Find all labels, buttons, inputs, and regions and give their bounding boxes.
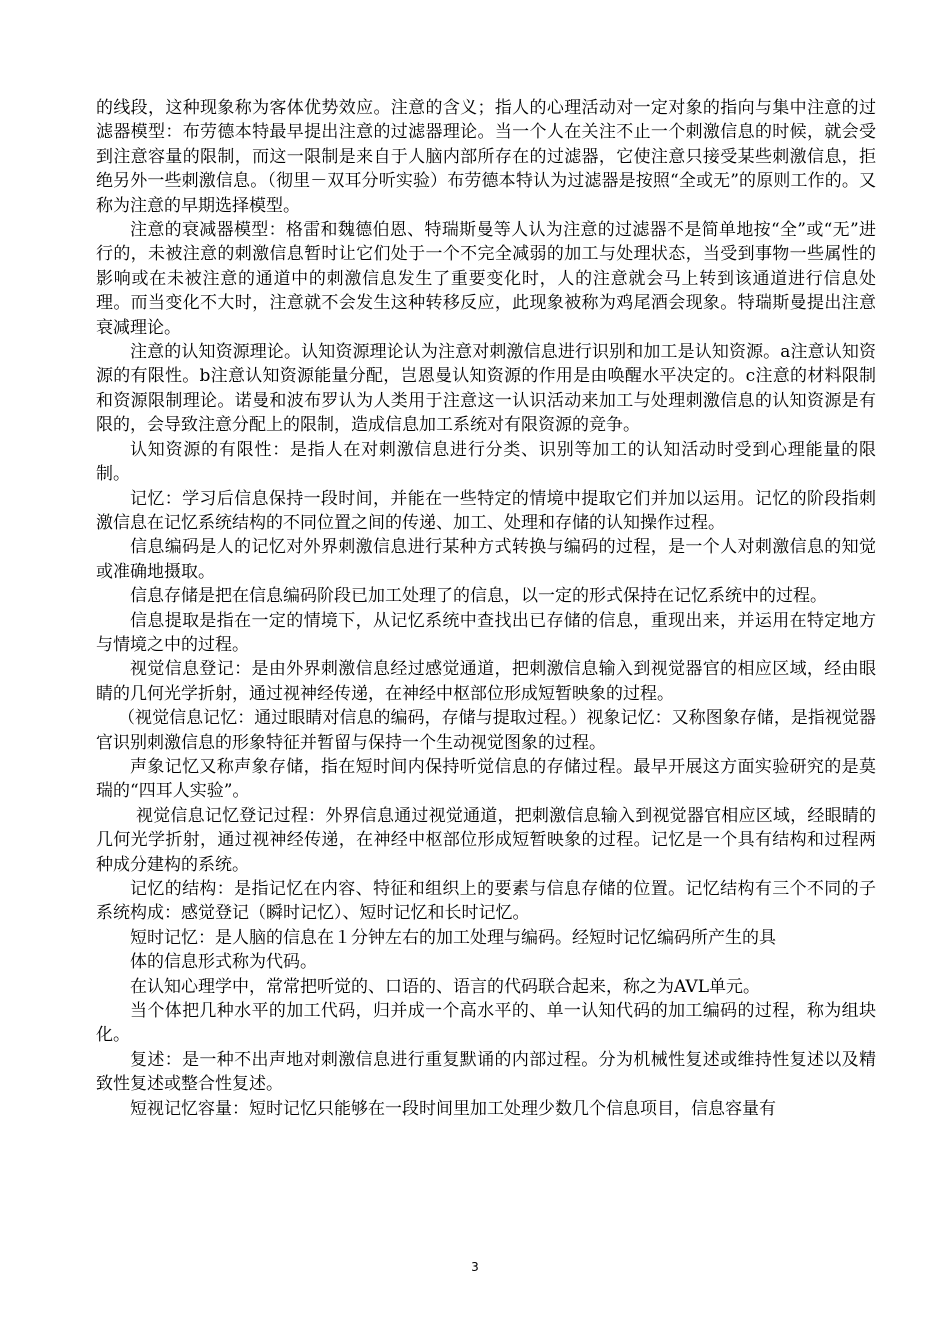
paragraph-visual-registration: 视觉信息登记：是由外界刺激信息经过感觉通道，把刺激信息输入到视觉器官的相应区域，经由眼睛的几何光学折射，通过视神经传递，在神经中枢部位形成短暂映象的过程。 (96, 659, 876, 704)
paragraph-object-superiority: 的线段，这种现象称为客体优势效应。注意的含义；指人的心理活动对一定对象的指向与集中注意的过滤器模型：布劳德本特最早提出注意的过滤器理论。当一个人在关注不止一个刺激信息的时候，就会受到注意容量的限制，而这一限制是来自于人脑内部所存在的过滤器，它使注意只接受某些刺激信息，拒绝另外一些刺激信息。（彻里－双耳分听实验）布劳德本特认为过滤器是按照“全或无”的原则工作的。又称为注意的早期选择模型。 (96, 98, 876, 216)
paragraph-short-term-memory: 短时记忆：是人脑的信息在１分钟左右的加工处理与编码。经短时记忆编码所产生的具 (130, 927, 776, 948)
page-number: 3 (471, 1260, 479, 1274)
paragraph-resource-limit: 认知资源的有限性：是指人在对刺激信息进行分类、识别等加工的认知活动时受到心理能量的限制。 (96, 439, 876, 485)
document-body (96, 96, 876, 1121)
paragraph-retrieval: 信息提取是指在一定的情境下，从记忆系统中查找出已存储的信息，重现出来，并运用在特定地方与情境之中的过程。 (96, 610, 876, 655)
paragraph-iconic-memory: （视觉信息记忆：通过眼睛对信息的编码，存储与提取过程。）视象记忆：又称图象存储，是指视觉器官识别刺激信息的形象特征并暂留与保持一个生动视觉图象的过程。 (96, 708, 876, 753)
paragraph-cognitive-resource-theory: 注意的认知资源理论。认知资源理论认为注意对刺激信息进行识别和加工是认知资源。a注意认知资源的有限性。b注意认知资源能量分配，岂恩曼认知资源的作用是由唤醒水平决定的。c注意的材料限制和资源限制理论。诺曼和波布罗认为人类用于注意这一认识活动来加工与处理刺激信息的认知资源是有限的，会导致注意分配上的限制，造成信息加工系统对有限资源的竞争。 (96, 342, 876, 436)
paragraph-echoic-memory: 声象记忆又称声象存储，指在短时间内保持听觉信息的存储过程。最早开展这方面实验研究的是莫瑞的“四耳人实验”。 (96, 756, 876, 802)
paragraph-storage: 信息存储是把在信息编码阶段已加工处理了的信息，以一定的形式保持在记忆系统中的过程。 (130, 586, 827, 607)
paragraph-stm-capacity: 短视记忆容量：短时记忆只能够在一段时间里加工处理少数几个信息项目，信息容量有 (130, 1098, 776, 1119)
paragraph-visual-registration-process: 视觉信息记忆登记过程：外界信息通过视觉通道，把刺激信息输入到视觉器官相应区域，经眼睛的几何光学折射，通过视神经传递，在神经中枢部位形成短暂映象的过程。记忆是一个具有结构和过程两种成分建构的系统。 (96, 805, 876, 875)
paragraph-chunking: 当个体把几种水平的加工代码，归并成一个高水平的、单一认知代码的加工编码的过程，称为组块化。 (96, 1001, 876, 1046)
paragraph-memory-definition: 记忆：学习后信息保持一段时间，并能在一些特定的情境中提取它们并加以运用。记忆的阶段指刺激信息在记忆系统结构的不同位置之间的传递、加工、处理和存储的认知操作过程。 (96, 488, 876, 533)
paragraph-encoding: 信息编码是人的记忆对外界刺激信息进行某种方式转换与编码的过程，是一个人对刺激信息的知觉或准确地摄取。 (96, 537, 876, 582)
paragraph-attenuator-model: 注意的衰减器模型：格雷和魏德伯恩、特瑞斯曼等人认为注意的过滤器不是简单地按“全”或“无”进行的，未被注意的刺激信息暂时让它们处于一个不完全减弱的加工与处理状态，当受到事物一些属性的影响或在未被注意的通道中的刺激信息发生了重要变化时，人的注意就会马上转到该通道进行信息处理。而当变化不大时，注意就不会发生这种转移反应，此现象被称为鸡尾酒会现象。特瑞斯曼提出注意衰减理论。 (96, 220, 876, 338)
paragraph-avl-unit: 在认知心理学中，常常把听觉的、口语的、语言的代码联合起来，称之为AVL单元。 (130, 976, 760, 997)
paragraph-code-definition: 体的信息形式称为代码。 (130, 952, 317, 973)
paragraph-rehearsal: 复述：是一种不出声地对刺激信息进行重复默诵的内部过程。分为机械性复述或维持性复述以及精致性复述或整合性复述。 (96, 1049, 876, 1095)
paragraph-memory-structure: 记忆的结构：是指记忆在内容、特征和组织上的要素与信息存储的位置。记忆结构有三个不同的子系统构成：感觉登记（瞬时记忆）、短时记忆和长时记忆。 (96, 879, 876, 924)
